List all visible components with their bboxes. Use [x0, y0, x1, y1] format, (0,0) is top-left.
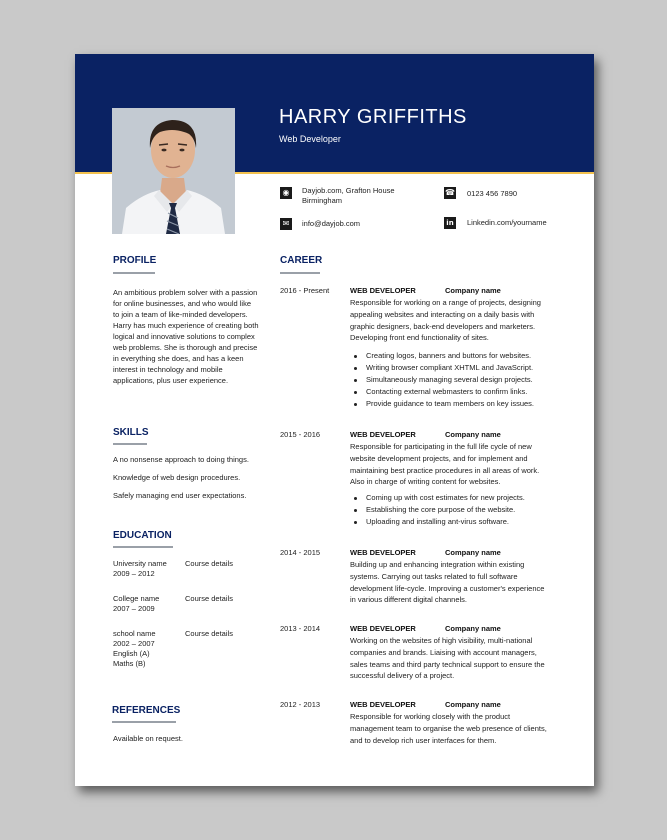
- email-address: info@dayjob.com: [302, 219, 361, 228]
- skill-item: Knowledge of web design procedures.: [113, 473, 241, 482]
- job-title: WEB DEVELOPER: [350, 548, 416, 557]
- course-details: Course details: [185, 594, 233, 603]
- bullet-item: Uploading and installing ant-virus software.: [350, 516, 560, 528]
- job-title: WEB DEVELOPER: [350, 430, 416, 439]
- bullet-item: Simultaneously managing several design projects.: [350, 374, 560, 386]
- references-underline: [112, 721, 176, 723]
- job-description: Building up and enhancing integration within existing systems. Carrying out tasks related to full software development life-cycle. Improving a customer's experience in various different digital channels.: [350, 560, 545, 605]
- school-years: 2009 – 2012: [113, 569, 155, 578]
- job-title: WEB DEVELOPER: [350, 624, 416, 633]
- course-details: Course details: [185, 559, 233, 568]
- phone-icon: ☎: [445, 188, 455, 197]
- profile-text: An ambitious problem solver with a passion for online businesses, and who would like to join a team of like-minded developers. Harry has much experience of creating both logical and innovative solutions to complex web problems. She is thorough and precise in everything she does, and has a keen interest in technology and mobile applications, plus user experience.: [113, 288, 259, 385]
- school-years: 2002 – 2007: [113, 639, 155, 648]
- references-heading: REFERENCES: [112, 705, 181, 716]
- school-name: University name: [113, 559, 167, 568]
- career-heading: CAREER: [280, 255, 323, 266]
- education-heading: EDUCATION: [113, 530, 172, 541]
- course-details: Course details: [185, 629, 233, 638]
- job-description: Responsible for participating in the full life cycle of new website development projects, and for implement and maintaining best practice procedures in all areas of work. Also in charge of writing content for websites.: [350, 442, 540, 487]
- school-name: school name: [113, 629, 156, 638]
- job-description: Responsible for working closely with the product management team to organise the web presence of clients, and to develop rich user interfaces for them.: [350, 712, 547, 745]
- location-icon: ◉: [280, 187, 292, 199]
- job-dates: 2015 - 2016: [280, 430, 321, 439]
- company-name: Company name: [445, 624, 501, 633]
- company-name: Company name: [445, 286, 501, 295]
- education-entry: [113, 559, 167, 579]
- bullet-item: Creating logos, banners and buttons for websites.: [350, 350, 560, 362]
- bullet-item: Coming up with cost estimates for new projects.: [350, 492, 560, 504]
- candidate-name: HARRY GRIFFITHS: [279, 106, 467, 128]
- job-description: Working on the websites of high visibility, multi-national companies and brands. Liaising with account managers, sales teams and third party technical support to ensure the successful delivery of a project.: [350, 636, 545, 681]
- education-underline: [113, 546, 173, 548]
- school-name: College name: [113, 594, 160, 603]
- job-title: WEB DEVELOPER: [350, 700, 416, 709]
- email-icon: ✉: [280, 218, 292, 230]
- resume-page: [75, 54, 594, 786]
- company-name: Company name: [445, 548, 501, 557]
- job-bullets: [350, 492, 560, 528]
- bullet-item: Provide guidance to team members on key issues.: [350, 398, 560, 410]
- profile-heading: PROFILE: [113, 255, 157, 266]
- job-dates: 2016 - Present: [280, 286, 330, 295]
- education-entry: [113, 629, 156, 669]
- skills-underline: [113, 443, 147, 445]
- job-dates: 2014 - 2015: [280, 548, 321, 557]
- skills-heading: SKILLS: [113, 427, 149, 438]
- phone-number: 0123 456 7890: [467, 189, 518, 198]
- profile-underline: [113, 272, 155, 274]
- bullet-item: Writing browser compliant XHTML and JavaScript.: [350, 362, 560, 374]
- school-years: 2007 – 2009: [113, 604, 155, 613]
- address: [302, 186, 395, 206]
- linkedin-icon: in: [444, 217, 456, 229]
- references-text: Available on request.: [113, 734, 183, 743]
- bullet-item: Establishing the core purpose of the website.: [350, 504, 560, 516]
- address-line-2: Birmingham: [302, 196, 343, 205]
- bullet-item: Contacting external webmasters to confirm links.: [350, 386, 560, 398]
- job-title: WEB DEVELOPER: [350, 286, 416, 295]
- job-bullets: [350, 350, 560, 410]
- address-line-1: Dayjob.com, Grafton House: [302, 186, 395, 195]
- profile-photo: [112, 108, 235, 234]
- education-entry: [113, 594, 159, 614]
- job-description: Responsible for working on a range of projects, designing appealing websites and interacting on a daily basis with graphic designers, back-end developers and marketers. Developing front end functionality of sites.: [350, 298, 541, 343]
- skill-item: A no nonsense approach to doing things.: [113, 455, 249, 464]
- grade-maths: Maths (B): [113, 659, 146, 668]
- grade-english: English (A): [113, 649, 150, 658]
- linkedin-url: Linkedin.com/yourname: [467, 218, 547, 227]
- career-underline: [280, 272, 320, 274]
- company-name: Company name: [445, 430, 501, 439]
- job-dates: 2013 - 2014: [280, 624, 321, 633]
- job-dates: 2012 - 2013: [280, 700, 321, 709]
- skill-item: Safely managing end user expectations.: [113, 491, 247, 500]
- job-title: Web Developer: [279, 134, 341, 144]
- company-name: Company name: [445, 700, 501, 709]
